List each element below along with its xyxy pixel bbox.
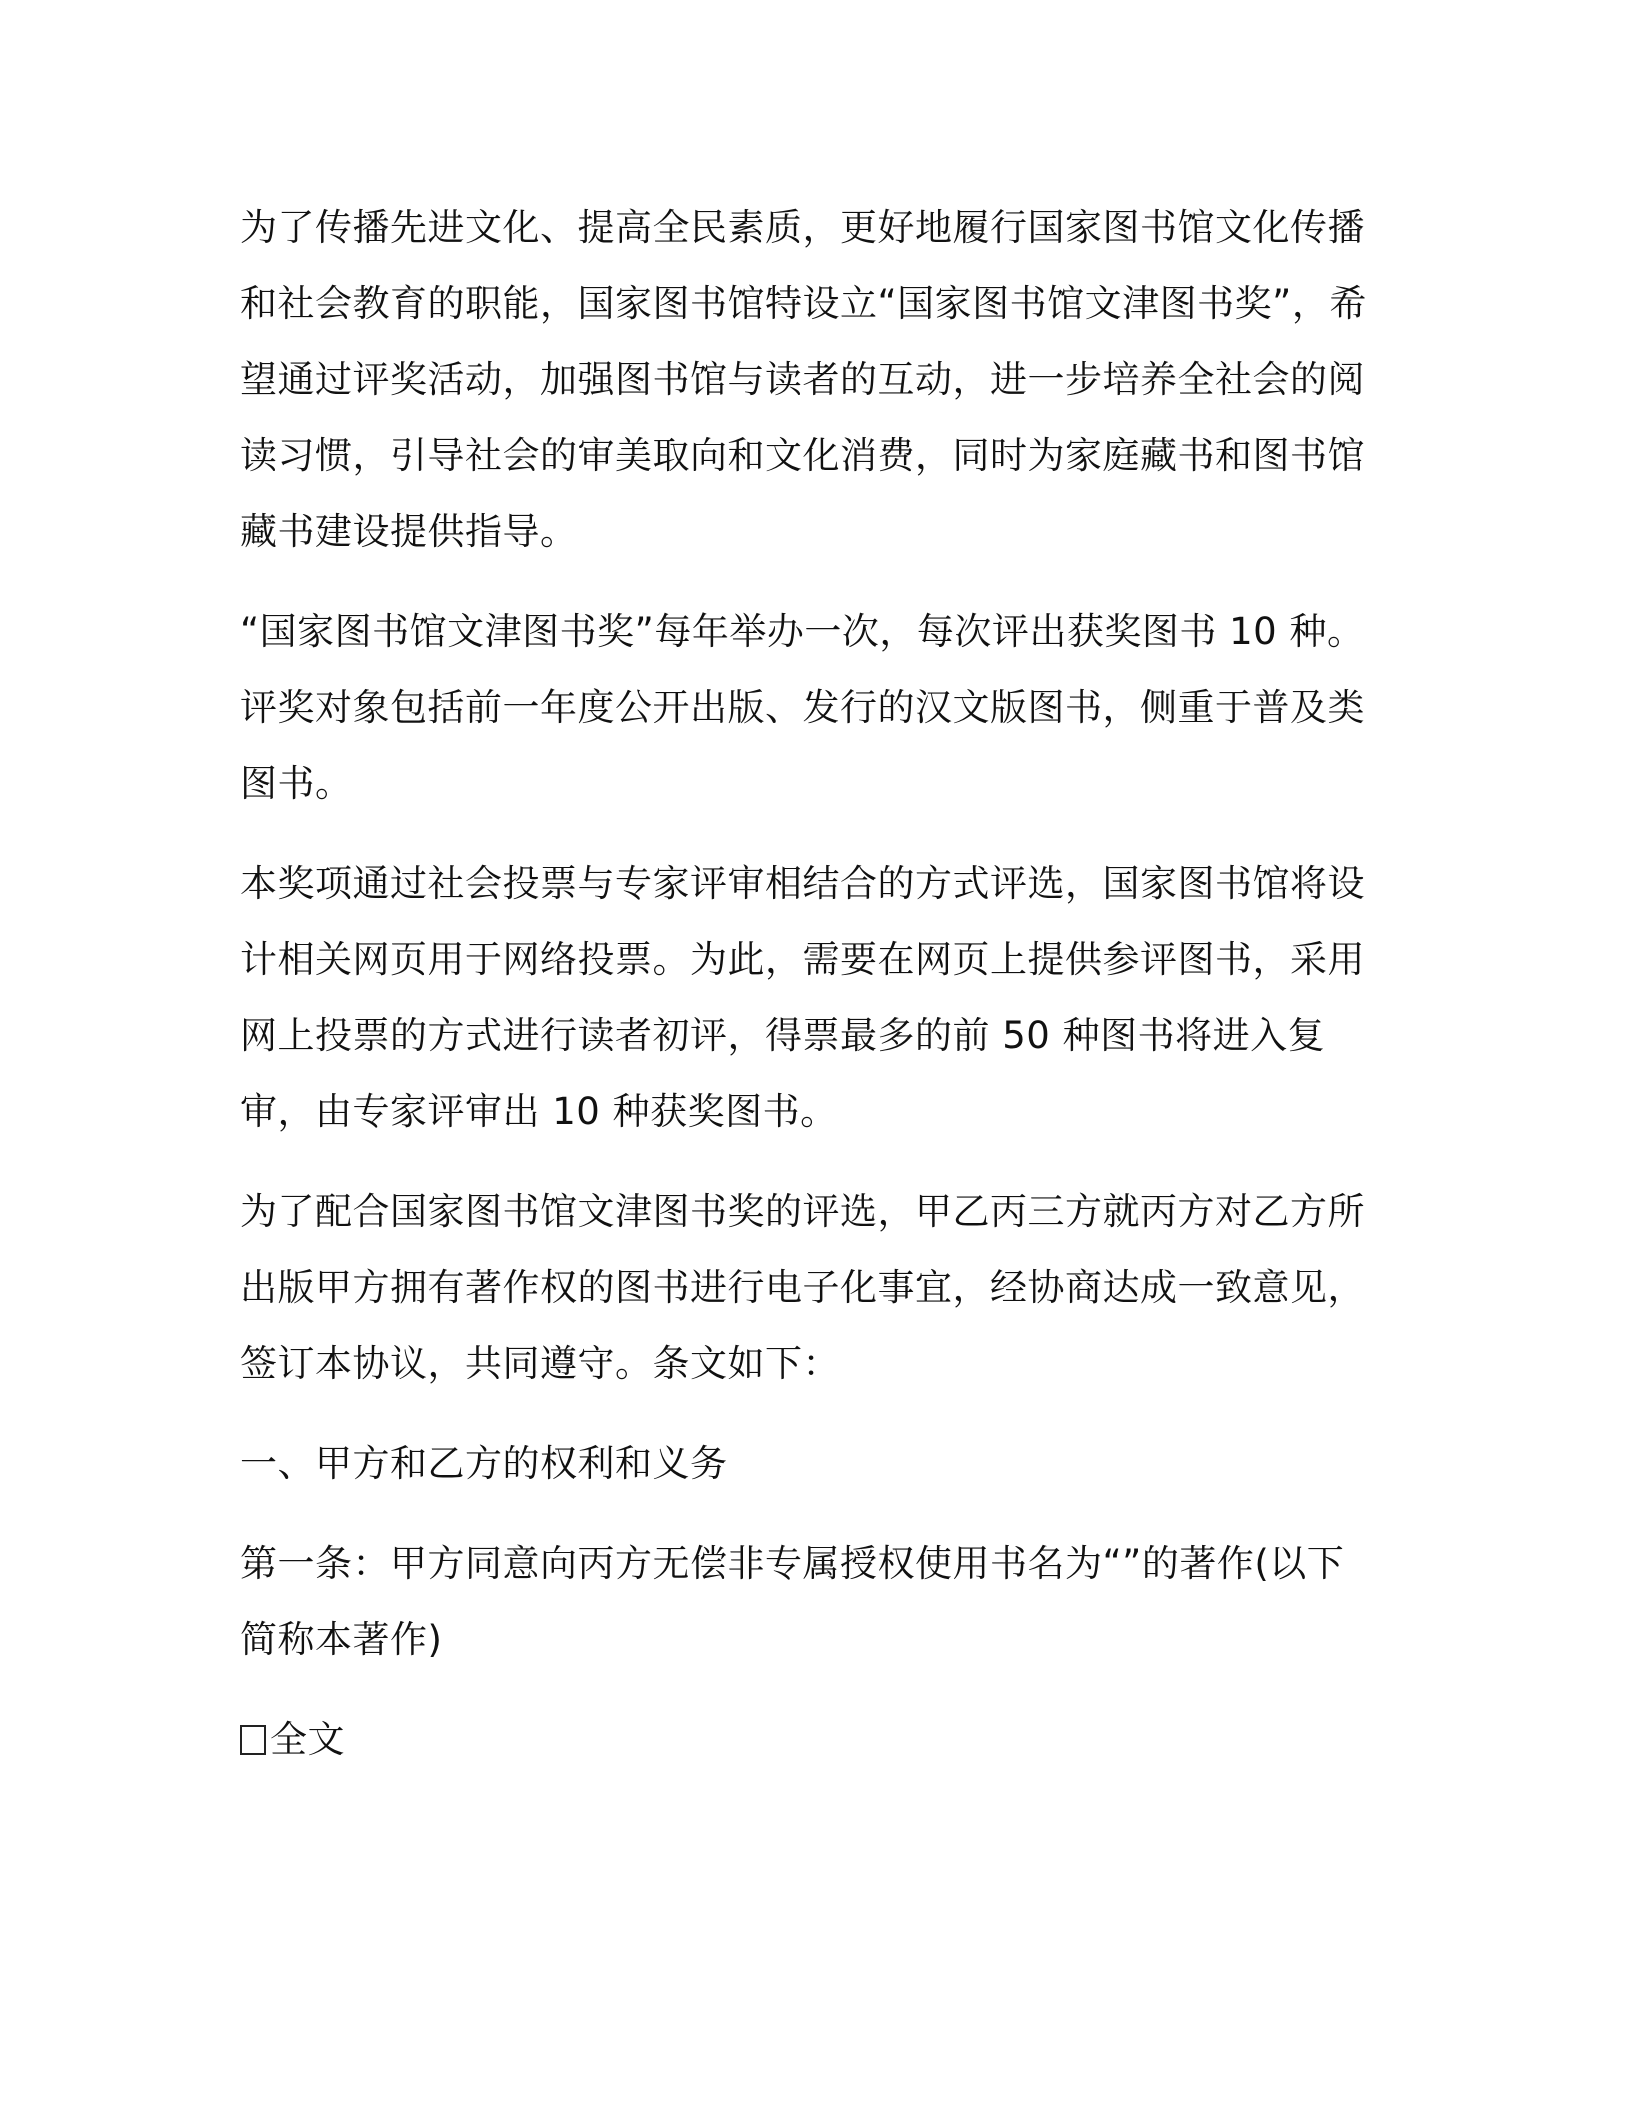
full-text-option — [240, 1702, 1370, 1778]
paragraph-award-frequency: “国家图书馆文津图书奖”每年举办一次，每次评出获奖图书 10 种。评奖对象包括前一年度公开出版、发行的汉文版图书，侧重于普及类图书。 — [240, 610, 1365, 805]
article-one: 第一条：甲方同意向丙方无偿非专属授权使用书名为“”的著作(以下简称本著作) — [240, 1542, 1345, 1661]
section-heading: 一、甲方和乙方的权利和义务 — [240, 1442, 728, 1485]
paragraph-agreement: 为了配合国家图书馆文津图书奖的评选，甲乙丙三方就丙方对乙方所出版甲方拥有著作权的图书进行电子化事宜，经协商达成一致意见，签订本协议，共同遵守。条文如下： — [240, 1190, 1365, 1385]
paragraph-intro: 为了传播先进文化、提高全民素质，更好地履行国家图书馆文化传播和社会教育的职能，国家图书馆特设立“国家图书馆文津图书奖”，希望通过评奖活动，加强图书馆与读者的互动，进一步培养全社会的阅读习惯，引导社会的审美取向和文化消费，同时为家庭藏书和图书馆藏书建设提供指导。 — [240, 206, 1367, 553]
document-body — [240, 190, 1370, 1778]
paragraph-voting-method: 本奖项通过社会投票与专家评审相结合的方式评选，国家图书馆将设计相关网页用于网络投票。为此，需要在网页上提供参评图书，采用网上投票的方式进行读者初评，得票最多的前 50 种图书将进入复审，由专家评审出 10 种获奖图书。 — [240, 862, 1365, 1133]
checkbox-icon[interactable] — [240, 1725, 266, 1755]
checkbox-label: 全文 — [270, 1718, 345, 1761]
